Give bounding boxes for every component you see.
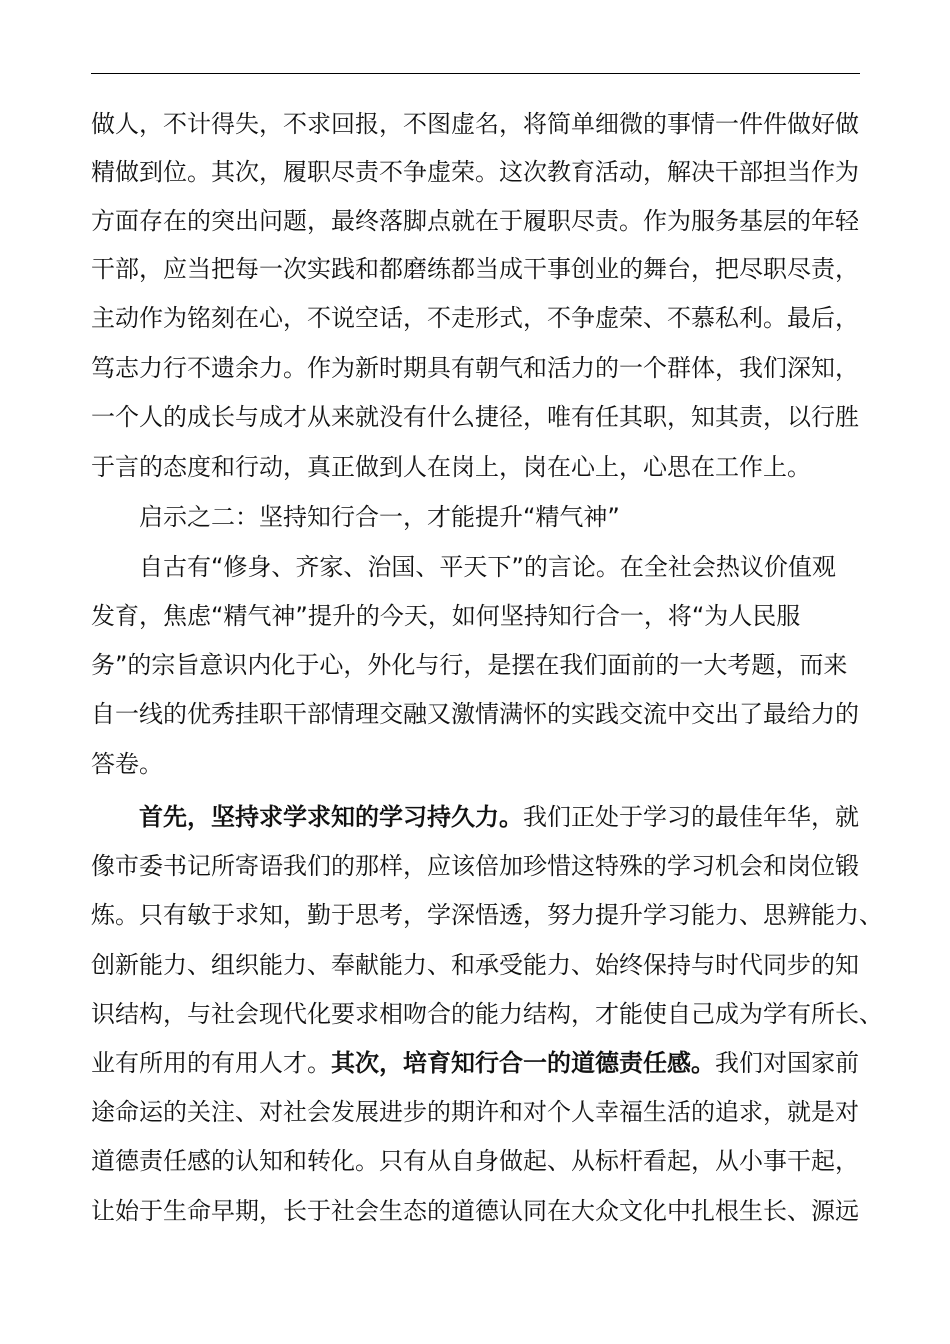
- text-line: 方面存在的突出问题，最终落脚点就在于履职尽责。作为服务基层的年轻: [91, 207, 859, 235]
- text-line: 自一线的优秀挂职干部情理交融又激情满怀的实践交流中交出了最给力的: [91, 700, 859, 728]
- text-line: 让始于生命早期，长于社会生态的道德认同在大众文化中扎根生长、源远: [91, 1197, 859, 1225]
- text-run: 业有所用的有用人才。: [91, 1049, 331, 1077]
- text-line: 主动作为铭刻在心，不说空话，不走形式，不争虚荣、不慕私利。最后，: [91, 304, 859, 332]
- text-line: 像市委书记所寄语我们的那样，应该倍加珍惜这特殊的学习机会和岗位锻: [91, 852, 859, 880]
- text-line: 做人，不计得失，不求回报，不图虚名，将简单细微的事情一件件做好做: [91, 110, 859, 138]
- bold-lead-phrase: 其次，培育知行合一的道德责任感。: [331, 1049, 715, 1077]
- text-run: 我们对国家前: [715, 1049, 859, 1077]
- text-line: 道德责任感的认知和转化。只有从自身做起、从标杆看起，从小事干起，: [91, 1147, 859, 1175]
- section-heading: 启示之二：坚持知行合一，才能提升“精气神”: [139, 503, 620, 531]
- bold-lead-phrase: 首先，坚持求学求知的学习持久力。: [139, 803, 523, 831]
- text-line: 识结构，与社会现代化要求相吻合的能力结构，才能使自己成为学有所长、: [91, 1000, 883, 1028]
- text-line: 答卷。: [91, 750, 163, 778]
- text-line: 发育，焦虑“精气神”提升的今天，如何坚持知行合一，将“为人民服: [91, 602, 801, 630]
- text-line: 务”的宗旨意识内化于心，外化与行，是摆在我们面前的一大考题，而来: [91, 651, 848, 679]
- text-line: 自古有“修身、齐家、治国、平天下”的言论。在全社会热议价值观: [139, 553, 836, 581]
- text-line: 炼。只有敏于求知，勤于思考，学深悟透，努力提升学习能力、思辨能力、: [91, 901, 883, 929]
- text-line: 一个人的成长与成才从来就没有什么捷径，唯有任其职，知其责，以行胜: [91, 403, 859, 431]
- text-line: 途命运的关注、对社会发展进步的期许和对个人幸福生活的追求，就是对: [91, 1098, 859, 1126]
- text-line: 干部，应当把每一次实践和都磨练都当成干事创业的舞台，把尽职尽责，: [91, 255, 859, 283]
- text-line: 笃志力行不遗余力。作为新时期具有朝气和活力的一个群体，我们深知，: [91, 354, 859, 382]
- text-line: 于言的态度和行动，真正做到人在岗上，岗在心上，心思在工作上。: [91, 453, 811, 481]
- text-line: [139, 797, 929, 837]
- text-line: 精做到位。其次，履职尽责不争虚荣。这次教育活动，解决干部担当作为: [91, 158, 859, 186]
- header-rule: [91, 73, 860, 74]
- text-line: 创新能力、组织能力、奉献能力、和承受能力、始终保持与时代同步的知: [91, 951, 859, 979]
- text-line: [91, 1043, 881, 1083]
- text-run: 我们正处于学习的最佳年华，就: [523, 803, 859, 831]
